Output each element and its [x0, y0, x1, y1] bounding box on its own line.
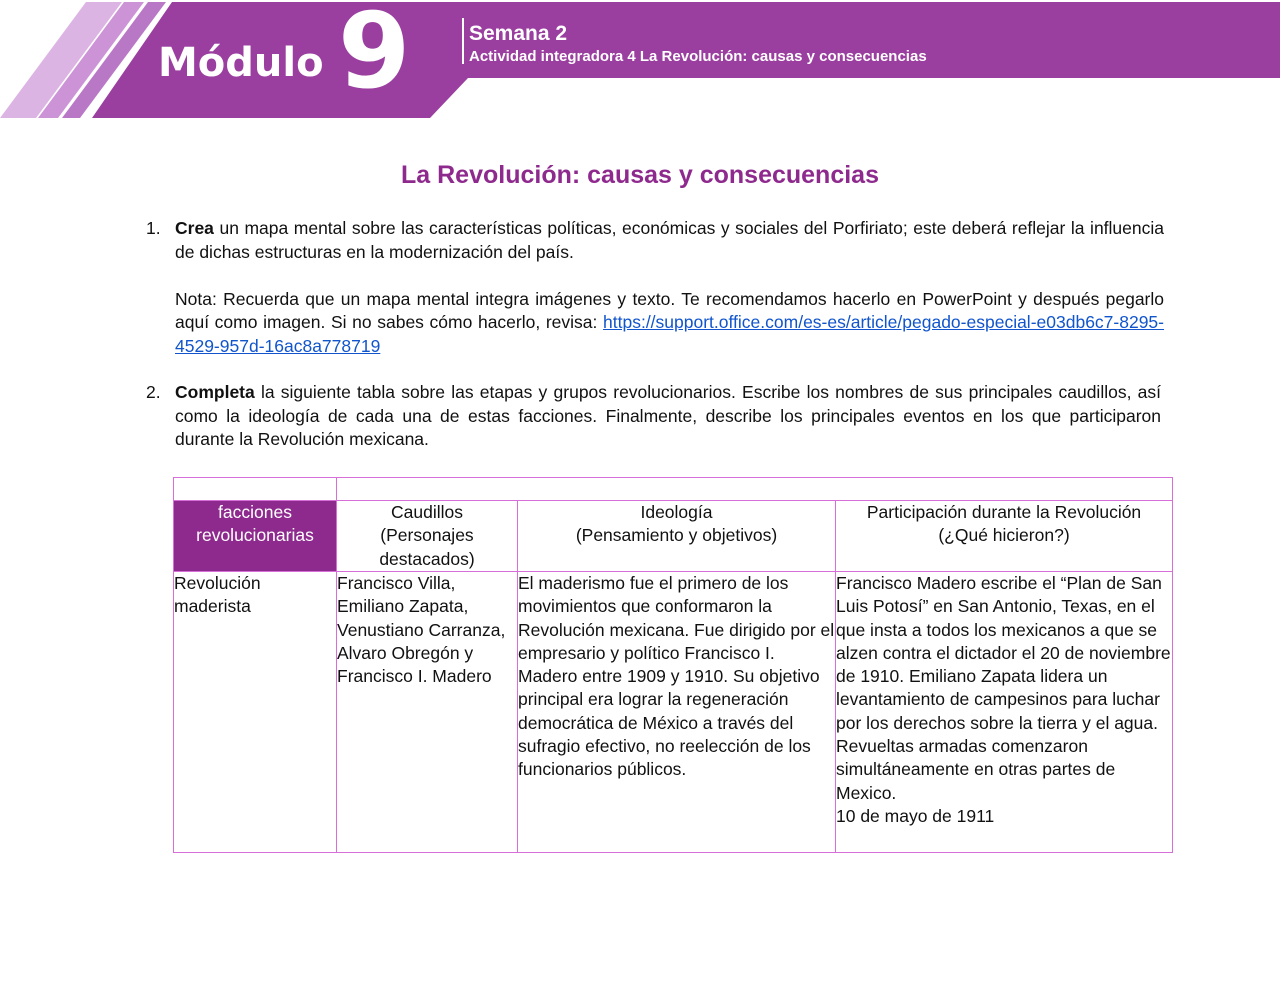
instruction-number: 2. — [146, 382, 161, 402]
week-label: Semana 2 — [469, 22, 568, 45]
page-title: La Revolución: causas y consecuencias — [401, 161, 879, 189]
instruction-2 — [146, 381, 1161, 452]
instruction-verb: Crea — [175, 218, 214, 238]
header-participation: Participación durante la Revolución (¿Qué hicieron?) — [836, 501, 1173, 572]
module-word: Módulo — [158, 40, 324, 86]
table-spacer-row — [174, 478, 1173, 501]
cell-leaders[interactable]: Francisco Villa, Emiliano Zapata, Venustiano Carranza, Alvaro Obregón y Francisco I. Madero — [337, 572, 518, 853]
header-ideology: Ideología (Pensamiento y objetivos) — [518, 501, 836, 572]
cell-faction[interactable]: Revolución maderista — [174, 572, 337, 853]
revolution-table — [173, 477, 1173, 853]
instruction-text: la siguiente tabla sobre las etapas y grupos revolucionarios. Escribe los nombres de sus principales caudillos, así como la ideología de cada una de estas facciones. Finalmente, describe los principales eventos en los que participaron durante la Revolución mexicana. — [175, 382, 1161, 449]
header-leaders: Caudillos (Personajes destacados) — [337, 501, 518, 572]
activity-label: Actividad integradora 4 La Revolución: causas y consecuencias — [469, 48, 927, 65]
module-banner — [0, 0, 1280, 122]
instruction-number: 1. — [146, 218, 161, 238]
support-link[interactable]: https://support.office.com/es-es/article/pegado-especial-e03db6c7-8295-4529-957d-16ac8a778719 — [175, 312, 1164, 356]
banner-divider — [462, 18, 464, 64]
table-cell — [174, 478, 337, 501]
header-factions: facciones revolucionarias — [174, 501, 337, 572]
table-header-row — [174, 501, 1173, 572]
table-row — [174, 572, 1173, 853]
table-cell — [337, 478, 1173, 501]
instruction-verb: Completa — [175, 382, 255, 402]
cell-participation[interactable]: Francisco Madero escribe el “Plan de San Luis Potosí” en San Antonio, Texas, en el que insta a todos los mexicanos a que se alzen contra el dictador el 20 de noviembre de 1910. Emiliano Zapata lidera un levantamiento de campesinos para luchar por los derechos sobre la tierra y el agua. Revueltas armadas comenzaron simultáneamente en otras partes de Mexico. 10 de mayo de 1911 — [836, 572, 1173, 853]
instruction-1 — [146, 217, 1164, 358]
instruction-note: Nota: Recuerda que un mapa mental integra imágenes y texto. Te recomendamos hacerlo en PowerPoint y después pegarlo aquí como imagen. Si no sabes cómo hacerlo, revisa: — [175, 288, 1164, 332]
instruction-text: un mapa mental sobre las características políticas, económicas y sociales del Porfiriato; este deberá reflejar la influencia de dichas estructuras en la modernización del país. — [175, 218, 1164, 262]
module-number: 9 — [338, 0, 411, 112]
cell-ideology[interactable]: El maderismo fue el primero de los movimientos que conformaron la Revolución mexicana. Fue dirigido por el empresario y político Francisco I. Madero entre 1909 y 1910. Su objetivo principal era lograr la regeneración democrática de México a través del sufragio efectivo, no reelección de los funcionarios públicos. — [518, 572, 836, 853]
